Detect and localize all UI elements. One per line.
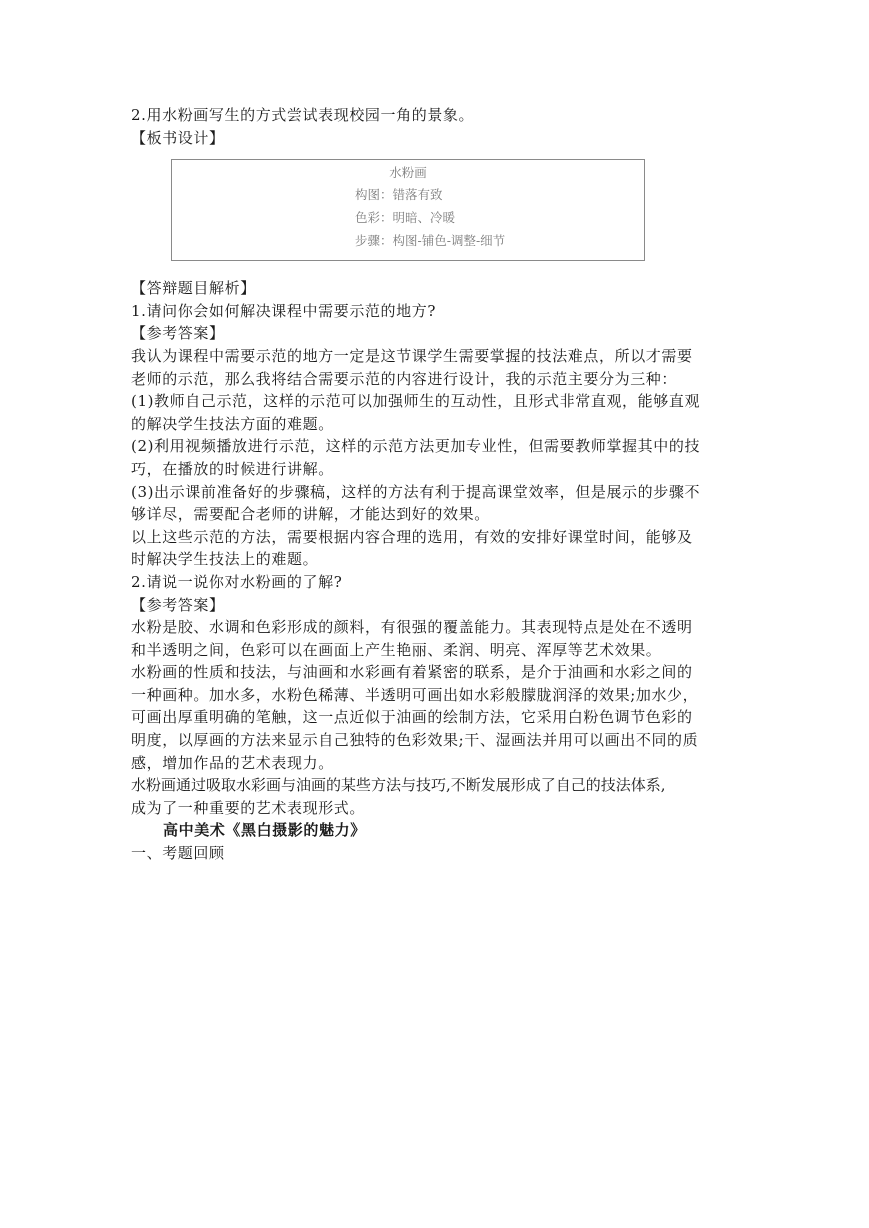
exam-review-heading: 一、考题回顾 — [131, 844, 225, 863]
question-2: 2.请说一说你对水粉画的了解? — [131, 572, 343, 591]
analysis-heading: 【答辩题目解析】 — [131, 279, 256, 298]
answer-1-line: 的解决学生技法方面的难题。 — [131, 414, 334, 433]
answer-2-line: 明度，以厚画的方法来显示自己独特的色彩效果;干、湿画法并用可以画出不同的质 — [131, 731, 699, 750]
board-title: 水粉画 — [389, 165, 427, 181]
board-row-steps: 步骤：构图-铺色-调整-细节 — [355, 233, 506, 249]
answer-1-line: (2)利用视频播放进行示范，这样的示范方法更加专业性，但需要教师掌握其中的技 — [131, 437, 701, 456]
next-lesson-title: 高中美术《黑白摄影的魅力》 — [163, 821, 366, 840]
answer-1-line: (1)教师自己示范，这样的示范可以加强师生的互动性，且形式非常直观，能够直观 — [131, 392, 701, 411]
answer-1-line: 时解决学生技法上的难题。 — [131, 550, 319, 569]
answer-2-line: 感，增加作品的艺术表现力。 — [131, 753, 334, 772]
board-row-color: 色彩：明暗、冷暖 — [355, 210, 456, 226]
answer-2-line: 水粉是胶、水调和色彩形成的颜料，有很强的覆盖能力。其表现特点是处在不透明 — [131, 618, 693, 637]
answer-1-line: 巧，在播放的时候进行讲解。 — [131, 459, 334, 478]
answer-1-line: (3)出示课前准备好的步骤稿，这样的方法有利于提高课堂效率，但是展示的步骤不 — [131, 482, 701, 501]
answer-2-line: 可画出厚重明确的笔触，这一点近似于油画的绘制方法，它采用白粉色调节色彩的 — [131, 708, 693, 727]
board-design-heading: 【板书设计】 — [131, 128, 225, 147]
board-row-composition: 构图：错落有致 — [355, 187, 443, 203]
task-2-text: 2.用水粉画写生的方式尝试表现校园一角的景象。 — [131, 106, 475, 124]
answer-1-line: 我认为课程中需要示范的地方一定是这节课学生需要掌握的技法难点，所以才需要 — [131, 346, 693, 365]
board-design-box — [171, 159, 645, 261]
answer-2-heading: 【参考答案】 — [131, 595, 225, 614]
document-page — [131, 104, 741, 865]
answer-2-line: 水粉画的性质和技法，与油画和水彩画有着紧密的联系，是介于油画和水彩之间的 — [131, 663, 693, 682]
answer-1-line: 老师的示范，那么我将结合需要示范的内容进行设计，我的示范主要分为三种： — [131, 369, 678, 388]
answer-2-line: 一种画种。加水多，水粉色稀薄、半透明可画出如水彩般朦胧润泽的效果;加水少， — [131, 685, 699, 704]
answer-2-line: 成为了一种重要的艺术表现形式。 — [131, 798, 366, 817]
answer-1-line: 以上这些示范的方法，需要根据内容合理的选用，有效的安排好课堂时间，能够及 — [131, 527, 693, 546]
answer-1-line: 够详尽，需要配合老师的讲解，才能达到好的效果。 — [131, 505, 490, 524]
answer-2-line: 和半透明之间，色彩可以在画面上产生艳丽、柔润、明亮、浑厚等艺术效果。 — [131, 640, 662, 659]
answer-1-heading: 【参考答案】 — [131, 324, 225, 343]
answer-2-line: 水粉画通过吸取水彩画与油画的某些方法与技巧,不断发展形成了自己的技法体系, — [131, 776, 666, 795]
question-1: 1.请问你会如何解决课程中需要示范的地方? — [131, 301, 436, 320]
